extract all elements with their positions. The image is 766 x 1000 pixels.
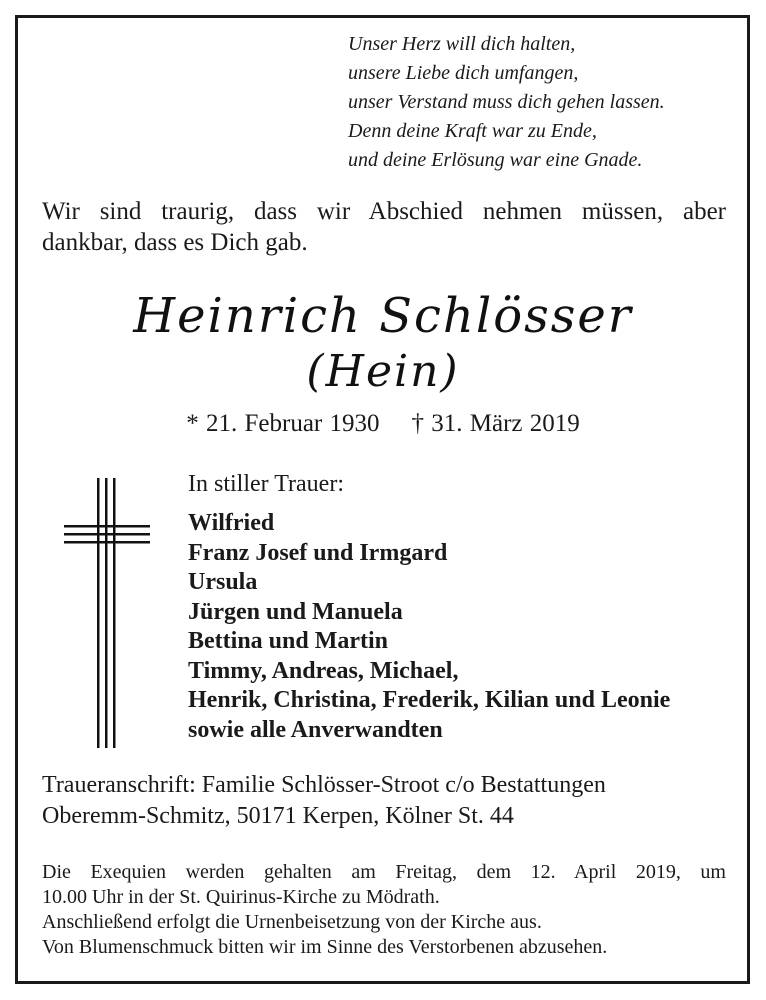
intro-line: dankbar, dass es Dich gab.: [42, 229, 308, 256]
cross-icon: [64, 478, 150, 748]
address-line: Traueranschrift: Familie Schlösser-Stroot c/o Bestattungen: [42, 772, 606, 798]
service-line: Anschließend erfolgt die Urnenbeisetzung von der Kirche aus.: [42, 911, 542, 933]
poem-line: unsere Liebe dich umfangen,: [348, 62, 579, 84]
deceased-name: Heinrich Schlösser: [133, 288, 633, 344]
list-item: Timmy, Andreas, Michael,: [188, 657, 459, 684]
funeral-service-info: [42, 860, 726, 960]
birth-date: * 21. Februar 1930: [186, 410, 380, 437]
poem: [348, 30, 665, 175]
service-line: 10.00 Uhr in der St. Quirinus-Kirche zu Mödrath.: [42, 886, 440, 908]
service-line: Die Exequien werden gehalten am Freitag, dem 12. April 2019, um: [42, 861, 726, 883]
death-date: † 31. März 2019: [411, 410, 580, 437]
intro-text: [42, 196, 726, 258]
poem-line: Unser Herz will dich halten,: [348, 33, 576, 55]
list-item: sowie alle Anverwandten: [188, 716, 443, 743]
list-item: Jürgen und Manuela: [188, 598, 403, 625]
poem-line: Denn deine Kraft war zu Ende,: [348, 120, 597, 142]
list-item: Franz Josef und Irmgard: [188, 539, 448, 566]
mourning-label: In stiller Trauer:: [188, 471, 344, 497]
list-item: Bettina und Martin: [188, 628, 389, 654]
list-item: Henrik, Christina, Frederik, Kilian und Leonie: [188, 687, 671, 713]
service-line: Von Blumenschmuck bitten wir im Sinne des Verstorbenen abzusehen.: [42, 936, 608, 958]
list-item: Wilfried: [188, 510, 275, 536]
mourning-address: [42, 770, 606, 832]
list-item: Ursula: [188, 569, 258, 595]
deceased-nickname: (Hein): [306, 346, 460, 397]
intro-line: Wir sind traurig, dass wir Abschied nehmen müssen, aber: [42, 198, 726, 225]
poem-line: und deine Erlösung war eine Gnade.: [348, 149, 643, 171]
life-dates: [0, 410, 766, 438]
poem-line: unser Verstand muss dich gehen lassen.: [348, 91, 665, 113]
address-line: Oberemm-Schmitz, 50171 Kerpen, Kölner St. 44: [42, 803, 514, 829]
mourners-list: [188, 509, 670, 745]
